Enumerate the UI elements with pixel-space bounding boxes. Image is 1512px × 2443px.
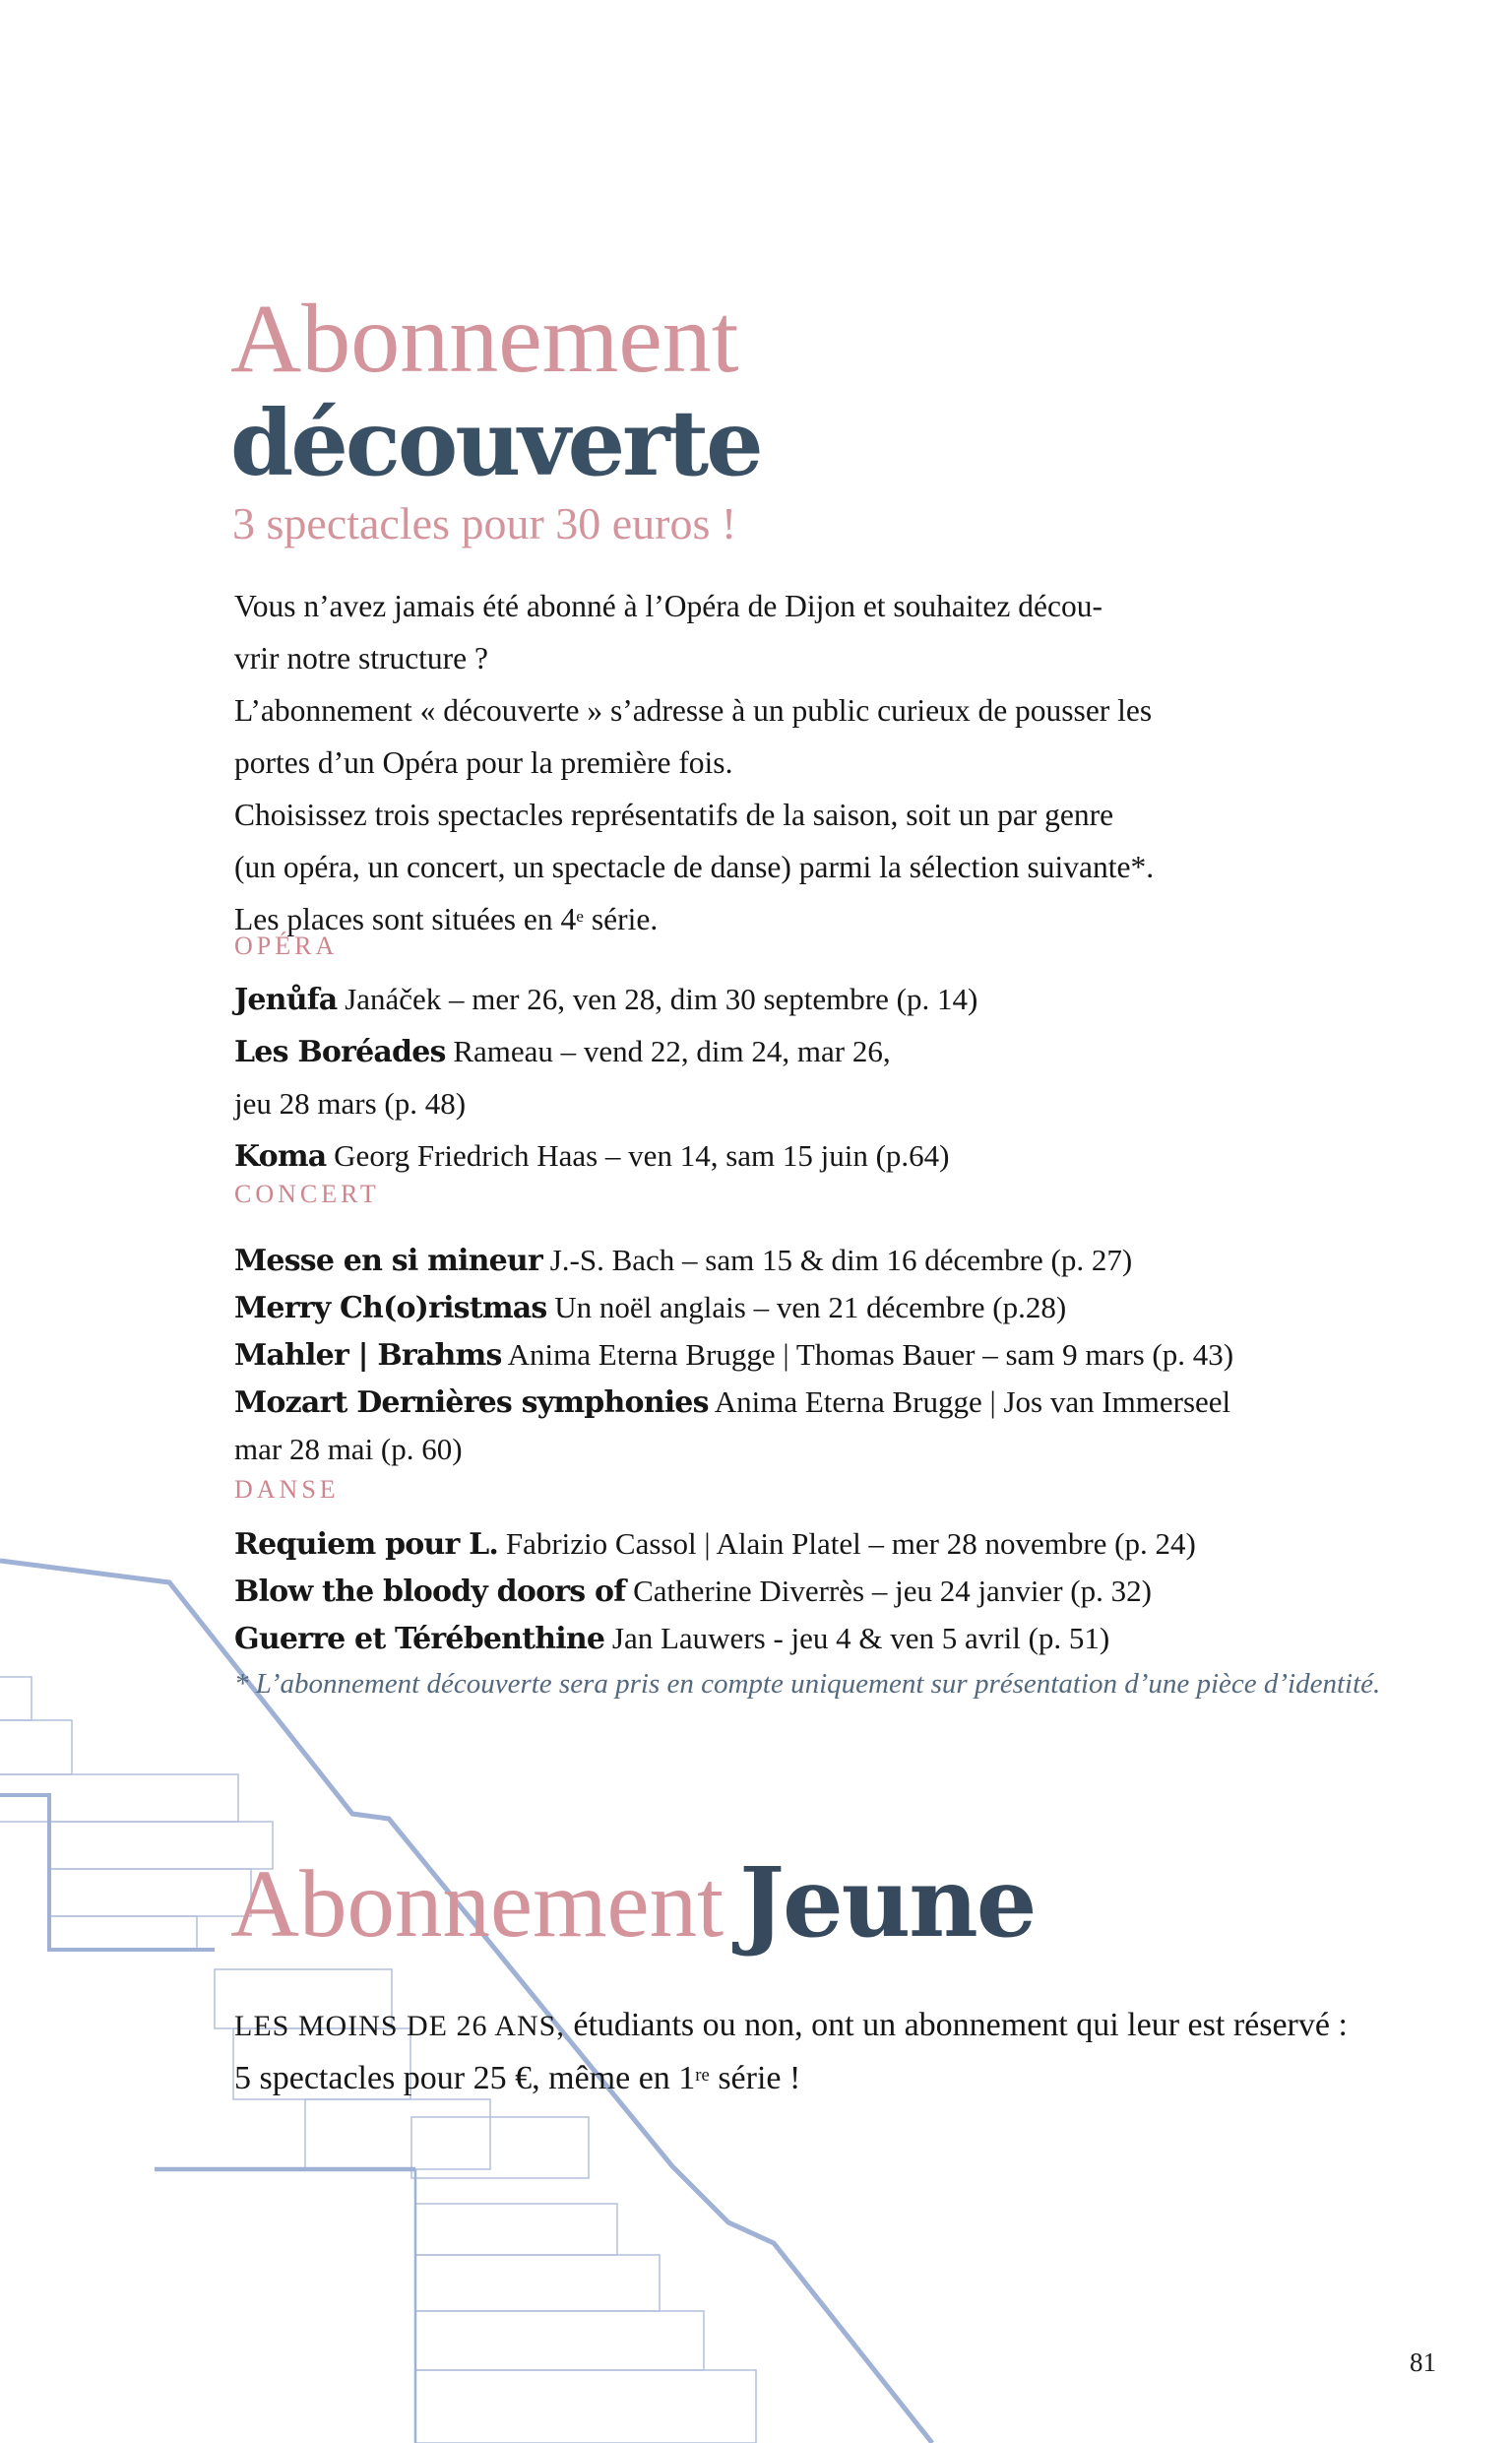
intro-line [234,789,1154,841]
work-title: Jenůfa [234,983,338,1017]
work-title: Messe en si mineur [234,1244,542,1278]
program-entry-line [234,973,977,1025]
text-segment: portes d’un Opéra pour la première fois. [234,745,733,780]
work-title: Koma [234,1139,327,1174]
text-segment: étudiants ou non, ont un abonnement qui leur est réservé : [564,2007,1348,2043]
entry-details: Fabrizio Cassol | Alain Platel – mer 28 novembre (p. 24) [498,1526,1196,1561]
intro-line [234,893,1154,945]
work-title: Merry Ch(o)ristmas [234,1291,547,1325]
work-title: Blow the bloody doors of [234,1575,626,1609]
work-title: Mozart Dernières symphonies [234,1385,709,1420]
section-label: OPÉRA [234,932,339,960]
intro-line [234,841,1154,893]
jeune-title-word1: Abonnement [230,1851,724,1957]
identity-footnote: * L’abonnement découverte sera pris en compte uniquement sur présentation d’une pièce d’identité. [234,1668,1381,1700]
program-entry-line [234,1615,1196,1662]
entry-details: Anima Eterna Brugge | Jos van Immerseel [708,1384,1231,1419]
work-title: Mahler | Brahms [234,1338,502,1373]
program-entry-line [234,1426,1233,1473]
text-segment: série ! [709,2060,801,2096]
smallcaps-text: LES MOINS DE 26 ANS, [234,2010,565,2042]
program-entry-line [234,1237,1233,1284]
discovery-title-line2: découverte [230,390,761,496]
work-title: Guerre et Térébenthine [234,1622,605,1656]
intro-line [234,684,1154,737]
intro-line [234,737,1154,789]
superscript: e [576,907,584,927]
entry-details: J.-S. Bach – sam 15 & dim 16 décembre (p. 27) [541,1243,1133,1277]
jeune-body-line [234,1999,1348,2052]
section-entries [234,973,977,1182]
discovery-title-line1: Abonnement [230,284,739,393]
program-entry-line [234,1077,977,1129]
text-segment: 5 spectacles pour 25 €, même en 1 [234,2060,696,2096]
page-number: 81 [1410,2347,1436,2377]
entry-details: Anima Eterna Brugge | Thomas Bauer – sam 9 mars (p. 43) [501,1337,1234,1372]
program-entry-line [234,1025,977,1077]
section-label: CONCERT [234,1180,380,1208]
program-entry-line [234,1284,1233,1331]
program-entry-line [234,1568,1196,1615]
text-segment: vrir notre structure ? [234,641,489,675]
entry-details: jeu 28 mars (p. 48) [234,1086,467,1121]
intro-line [234,632,1154,684]
work-title: Les Boréades [234,1035,446,1069]
section-entries [234,1237,1233,1473]
entry-details: Jan Lauwers - jeu 4 & ven 5 avril (p. 51) [604,1621,1110,1655]
program-entry-line [234,1379,1233,1426]
program-entry-line [234,1331,1233,1379]
intro-paragraph [234,580,1154,945]
text-segment: Les places sont situées en 4 [234,902,577,936]
section-concert [234,1180,1234,1466]
jeune-title [230,1846,1036,1959]
entry-details: Georg Friedrich Haas – ven 14, sam 15 juin (p.64) [326,1138,950,1173]
text-segment: L’abonnement « découverte » s’adresse à un public curieux de pousser les [234,693,1153,728]
discovery-subtitle: 3 spectacles pour 30 euros ! [232,498,737,548]
jeune-title-word2: Jeune [739,1846,1036,1959]
entry-details: Catherine Diverrès – jeu 24 janvier (p. 32) [625,1574,1152,1608]
section-label: DANSE [234,1475,340,1504]
intro-line [234,580,1154,632]
text-segment: (un opéra, un concert, un spectacle de danse) parmi la sélection suivante*. [234,850,1155,884]
entry-details: Un noël anglais – ven 21 décembre (p.28) [546,1290,1067,1324]
jeune-body-line [234,2052,1348,2105]
section-entries [234,1520,1196,1662]
entry-details: Janáček – mer 26, ven 28, dim 30 septembre (p. 14) [337,982,978,1016]
text-segment: Choisissez trois spectacles représentatifs de la saison, soit un par genre [234,798,1114,832]
entry-details: Rameau – vend 22, dim 24, mar 26, [445,1034,891,1068]
jeune-paragraph [234,1999,1348,2105]
text-segment: Vous n’avez jamais été abonné à l’Opéra de Dijon et souhaitez décou- [234,589,1102,623]
superscript: re [695,2064,710,2086]
program-entry-line [234,1129,977,1182]
section-danse [234,1475,1196,1656]
program-entry-line [234,1520,1196,1568]
text-segment: série. [583,902,659,936]
work-title: Requiem pour L. [234,1527,499,1562]
entry-details: mar 28 mai (p. 60) [234,1432,463,1466]
